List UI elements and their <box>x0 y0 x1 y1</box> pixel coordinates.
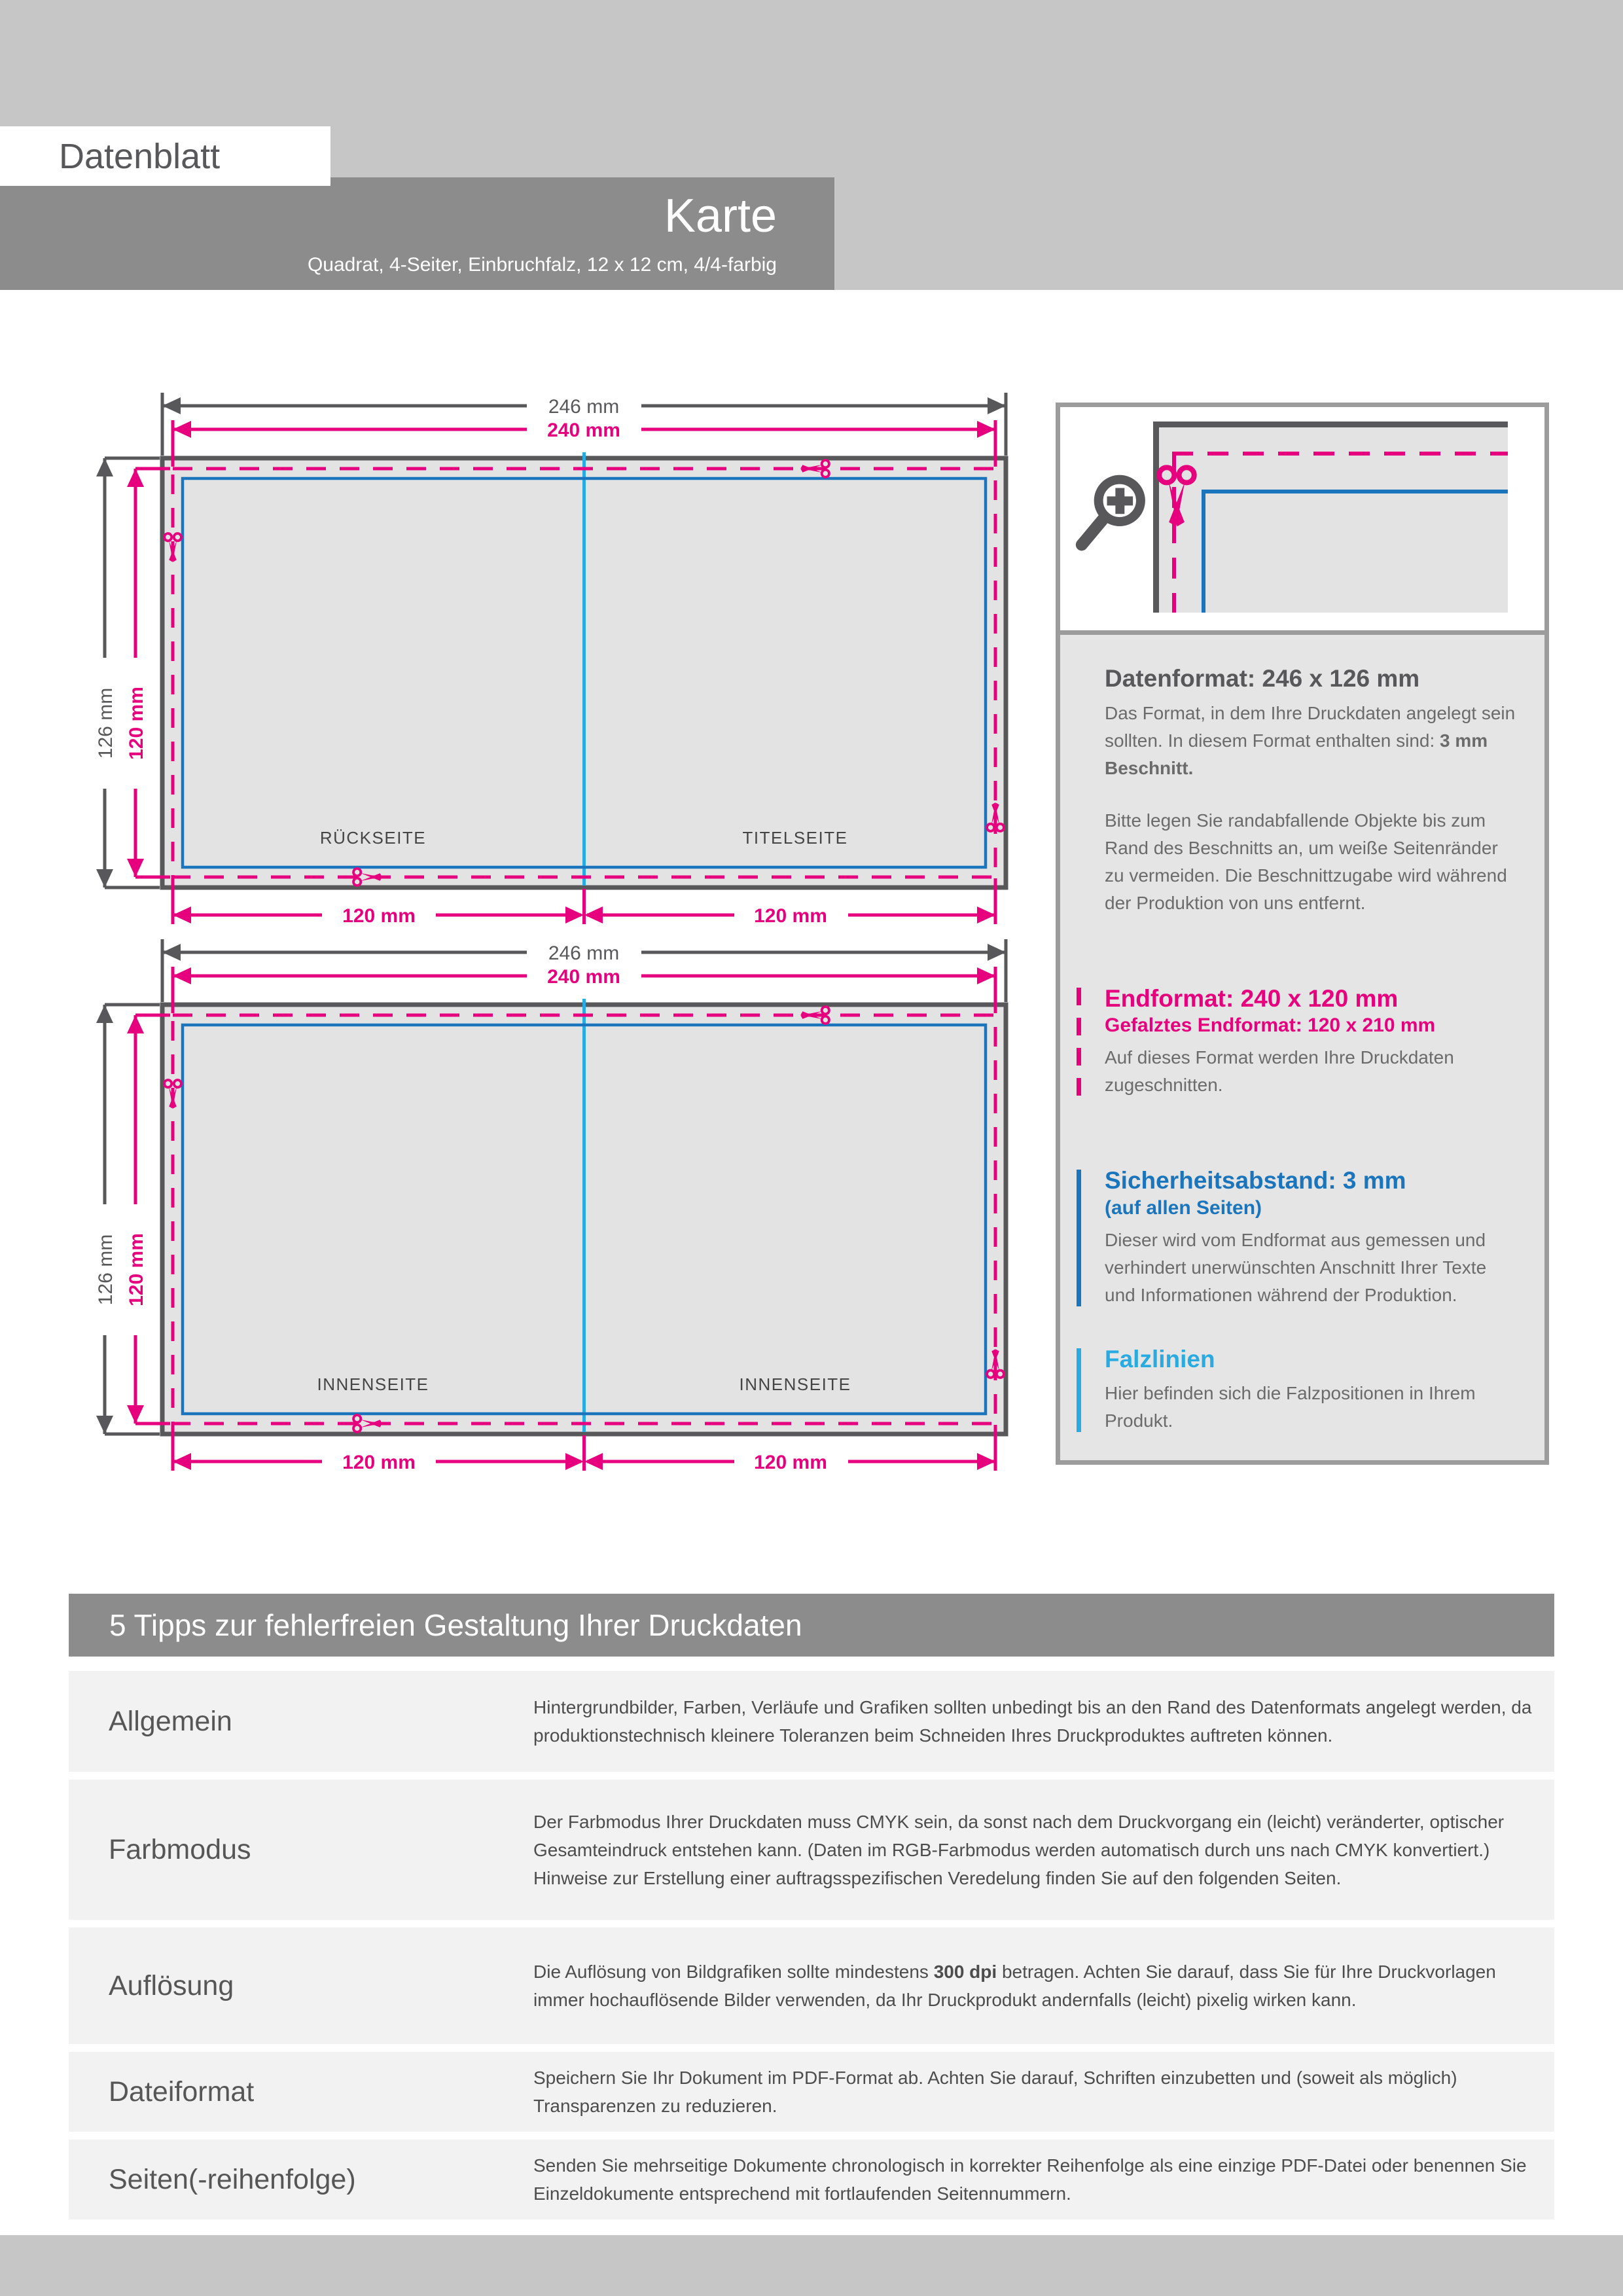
endformat-bar <box>1077 988 1081 1097</box>
falzlinien-title: Falzlinien <box>1105 1345 1215 1372</box>
dim-half-left-label: 120 mm <box>342 905 416 927</box>
dim-half-right-label: 120 mm <box>754 905 827 927</box>
tips-table <box>69 1671 1554 2227</box>
tip-label: Dateiformat <box>109 2075 255 2108</box>
dpi-value: 300 dpi <box>933 1962 997 1982</box>
product-subtitle: Quadrat, 4-Seiter, Einbruchfalz, 12 x 12 cm, 4/4-farbig <box>307 254 777 276</box>
magnifier-zoom-icon <box>1073 473 1150 571</box>
panel-label-left: INNENSEITE <box>317 1374 429 1394</box>
datenformat-title: Datenformat: 246 x 126 mm <box>1105 665 1420 692</box>
detail-safety-line-vertical <box>1202 490 1205 613</box>
diagram-outside-pages <box>65 367 1034 942</box>
datenblatt-label: Datenblatt <box>59 136 221 176</box>
tip-row-aufloesung <box>69 1928 1554 2044</box>
dim-width-trim-label: 240 mm <box>547 966 620 988</box>
datenblatt-label-box <box>0 126 330 186</box>
dim-height-outer <box>95 1005 160 1434</box>
tip-label: Auflösung <box>109 1969 234 2001</box>
dim-height-outer-label: 126 mm <box>95 1234 116 1306</box>
panel-label-right: TITELSEITE <box>742 828 848 848</box>
tip-text: Der Farbmodus Ihrer Druckdaten muss CMYK sein, da sonst nach dem Druckvorgang ein (leicht) veränderter, optischer Gesamteindruck entstehen kann. (Daten im RGB-Farbmodus werden automatisch durch uns nach CMYK konvertiert.) Hinweise zur Erstellung einer auftragsspezifischen Veredelung finden Sie auf den folgenden Seiten. <box>533 1811 1505 1888</box>
tips-header-title: 5 Tipps zur fehlerfreien Gestaltung Ihrer Druckdaten <box>109 1608 802 1642</box>
dim-width-outer-label: 246 mm <box>548 942 620 964</box>
tip-label: Seiten(-reihenfolge) <box>109 2163 356 2195</box>
endformat-subtitle: Gefalztes Endformat: 120 x 210 mm <box>1105 1014 1436 1037</box>
tip-text: Senden Sie mehrseitige Dokumente chronologisch in korrekter Reihenfolge als eine einzige PDF-Datei oder benennen Sie Einzeldokumente entsprechend mit fortlaufenden Seitennummern. <box>533 2155 1527 2204</box>
tip-row-dateiformat <box>69 2052 1554 2132</box>
endformat-section <box>1105 985 1518 1100</box>
bleed-value: 3 mm Beschnitt. <box>1105 730 1488 778</box>
tip-text: Hintergrundbilder, Farben, Verläufe und Grafiken sollten unbedingt bis an den Rand des Datenformats angelegt werden, da produktionstechnisch kleinere Toleranzen beim Schneiden Ihres Druckproduktes auftreten können. <box>533 1697 1532 1746</box>
tip-row-allgemein <box>69 1671 1554 1772</box>
dim-half-right-label: 120 mm <box>754 1452 827 1473</box>
tip-row-farbmodus <box>69 1780 1554 1920</box>
dim-height-outer-label: 126 mm <box>95 687 116 759</box>
dim-width-trim-label: 240 mm <box>547 420 620 441</box>
sicherheitsabstand-section <box>1105 1167 1518 1309</box>
dim-width-outer-label: 246 mm <box>548 396 620 418</box>
detail-cut-line-horizontal <box>1172 452 1508 456</box>
sicherheitsabstand-subtitle: (auf allen Seiten) <box>1105 1196 1262 1219</box>
sicherheitsabstand-bar <box>1077 1170 1081 1306</box>
dim-height-trim-label: 120 mm <box>126 1233 147 1306</box>
datenformat-text: Das Format, in dem Ihre Druckdaten angelegt sein sollten. In diesem Format enthalten sind: 3 mm Beschnitt. <box>1105 702 1516 778</box>
bleed-text: Bitte legen Sie randabfallende Objekte bis zum Rand des Beschnitts an, um weiße Seitenränder zu vermeiden. Die Beschnittzugabe wird während der Produktion von uns entfernt. <box>1105 810 1507 913</box>
detail-safety-line-horizontal <box>1202 490 1508 493</box>
zoom-detail-box <box>1056 403 1549 630</box>
dim-half-left-label: 120 mm <box>342 1452 416 1473</box>
detail-scissors-icon <box>1155 465 1198 529</box>
falzlinien-bar <box>1077 1348 1081 1433</box>
endformat-title: Endformat: 240 x 120 mm <box>1105 984 1399 1012</box>
diagram-inside-pages <box>65 913 1034 1489</box>
datenformat-section <box>1105 665 1518 917</box>
dim-height-outer <box>95 458 160 888</box>
falzlinien-section <box>1105 1346 1518 1435</box>
info-panel <box>1056 630 1549 1465</box>
tip-row-seitenreihenfolge <box>69 2140 1554 2219</box>
falzlinien-text: Hier befinden sich die Falzpositionen in Ihrem Produkt. <box>1105 1383 1476 1431</box>
dim-height-trim-label: 120 mm <box>126 687 147 760</box>
panel-label-left: RÜCKSEITE <box>319 828 427 848</box>
tip-label: Farbmodus <box>109 1833 251 1865</box>
detail-datenformat-edge-top <box>1153 422 1508 427</box>
tip-text: Speichern Sie Ihr Dokument im PDF-Format ab. Achten Sie darauf, Schriften einzubetten und (soweit als möglich) Transparenzen zu reduzieren. <box>533 2068 1457 2116</box>
endformat-text: Auf dieses Format werden Ihre Druckdaten zugeschnitten. <box>1105 1047 1454 1096</box>
sicherheitsabstand-title: Sicherheitsabstand: 3 mm <box>1105 1167 1406 1194</box>
page-footer <box>0 2235 1623 2296</box>
panel-label-right: INNENSEITE <box>739 1374 851 1394</box>
product-title: Karte <box>664 190 777 242</box>
tip-label: Allgemein <box>109 1705 232 1737</box>
sicherheitsabstand-text: Dieser wird vom Endformat aus gemessen und verhindert unerwünschten Anschnitt Ihrer Texte und Informationen während der Produktion. <box>1105 1229 1487 1305</box>
tips-header <box>69 1594 1554 1657</box>
tip-text: Die Auflösung von Bildgrafiken sollte mindestens 300 dpi betragen. Achten Sie darauf, dass Sie für Ihre Druckvorlagen immer hochauflösende Bilder verwenden, da Ihr Druckprodukt andernfalls (leicht) pixelig wirken kann. <box>533 1962 1496 2010</box>
product-title-band <box>0 177 834 290</box>
